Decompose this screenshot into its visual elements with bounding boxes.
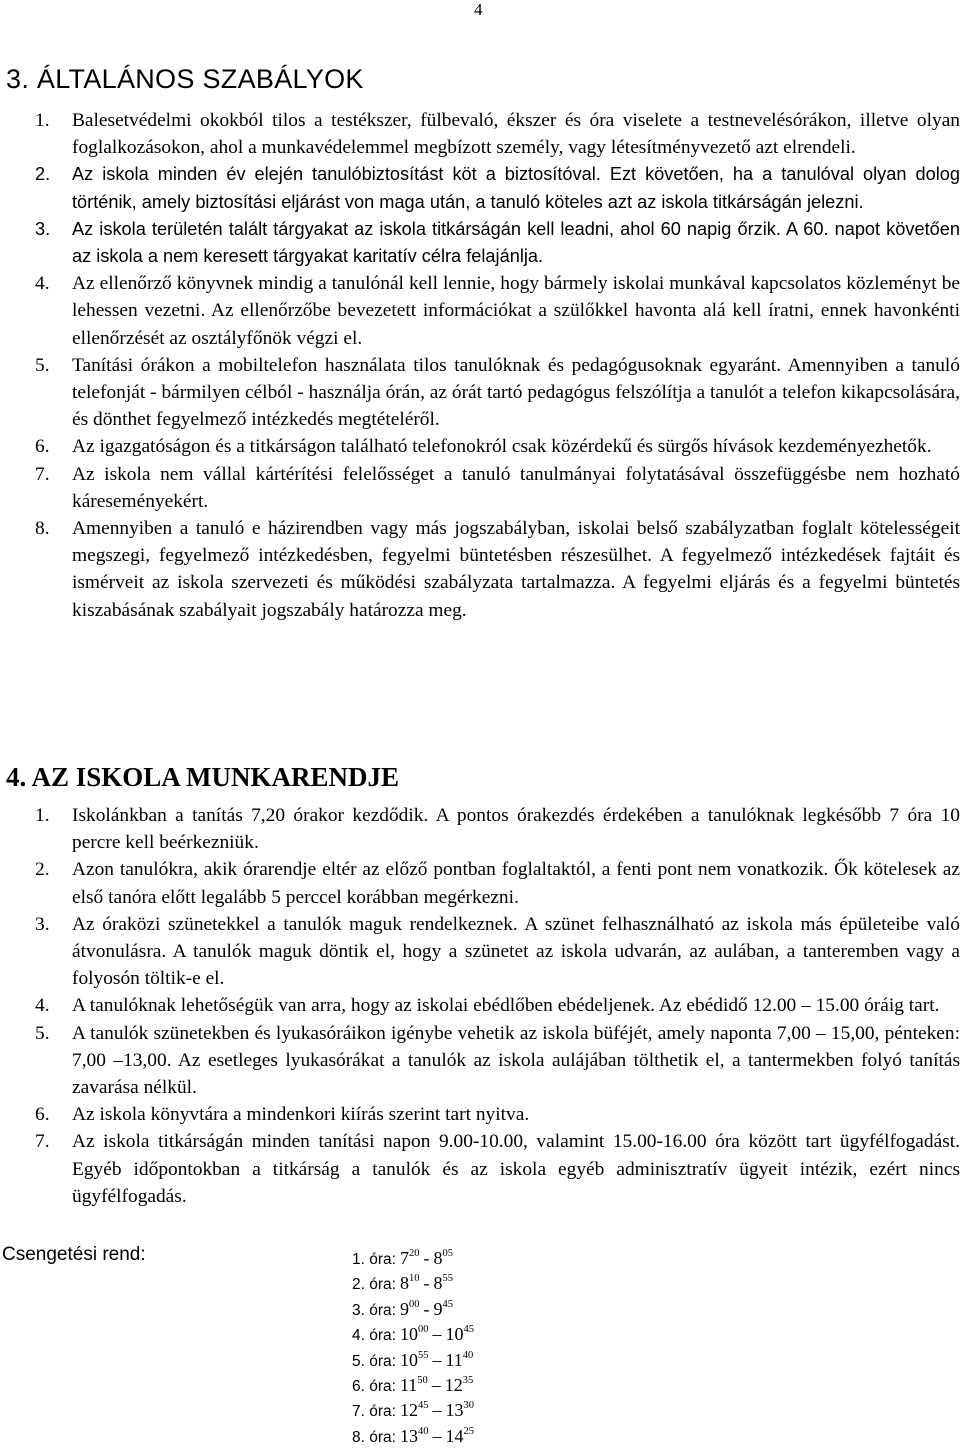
start-hour: 8 <box>399 1273 409 1293</box>
end-minute: 40 <box>462 1350 474 1361</box>
rule-item <box>0 107 960 161</box>
rule-number: 8. <box>35 518 50 540</box>
rule-text: Az iskola nem vállal kártérítési felelősséget a tanuló tanulmányai folytatásával összefüggésbe nem hozható káreseményekért. <box>72 463 960 512</box>
end-hour: 8 <box>433 1273 443 1293</box>
time-separator: - <box>423 1273 430 1293</box>
rule-item <box>0 352 960 434</box>
rule-number: 5. <box>35 354 50 376</box>
bell-schedule-label: Csengetési rend: <box>2 1244 146 1265</box>
start-minute: 50 <box>417 1375 428 1386</box>
start-minute: 55 <box>417 1350 429 1361</box>
schedule-item <box>0 992 960 1019</box>
start-minute: 20 <box>408 1248 420 1259</box>
rule-text: Az ellenőrző könyvnek mindig a tanulónál kell lennie, hogy bármely iskolai munkával kapcsolatos közleményt be lehessen vezetni. Az ellenőrzőbe bevezetett információkat a szülőkkel havonta alá kell íratni, ennek havonkénti ellenőrzését az osztályfőnök végzi el. <box>72 273 960 349</box>
end-hour: 14 <box>445 1426 464 1446</box>
section-3-title: 3. ÁLTALÁNOS SZABÁLYOK <box>6 64 364 94</box>
schedule-text: Iskolánkban a tanítás 7,20 órakor kezdődik. A pontos órakezdés érdekében a tanulóknak legkésőbb 7 óra 10 percre kell beérkezniük. <box>72 805 960 854</box>
school-schedule-list <box>0 802 960 1210</box>
end-minute: 45 <box>463 1324 474 1335</box>
schedule-number: 1. <box>35 805 50 826</box>
start-hour: 7 <box>399 1248 409 1268</box>
schedule-item <box>0 1020 960 1102</box>
rule-item <box>0 270 960 352</box>
section-4-title: 4. AZ ISKOLA MUNKARENDJE <box>6 762 400 792</box>
schedule-number: 3. <box>35 913 50 935</box>
time-separator: - <box>423 1248 430 1268</box>
end-hour: 12 <box>444 1375 463 1395</box>
lesson-label: 7. óra: <box>352 1403 396 1420</box>
rule-text: Amennyiben a tanuló e házirendben vagy más jogszabályban, iskolai belső szabályzatban foglalt kötelességeit megszegi, fegyelmező intézkedésben, fegyelmi büntetésben részesülhet. A fegyelmező intézkedések fajtáit és ismérveit az iskola szervezeti és működési szabályzata tartalmazza. A fegyelmi eljárás és a fegyelmi büntetés kiszabásának szabályait jogszabály határozza meg. <box>72 518 960 621</box>
bell-row <box>352 1375 473 1400</box>
lesson-label: 5. óra: <box>352 1353 396 1370</box>
schedule-number: 2. <box>35 859 50 881</box>
bell-row <box>352 1299 453 1324</box>
start-hour: 10 <box>399 1350 418 1370</box>
lesson-label: 6. óra: <box>352 1378 396 1395</box>
start-minute: 45 <box>417 1400 429 1411</box>
rule-text: Az igazgatóságon és a titkárságon található telefonokról csak közérdekű és sürgős hívások kezdeményezhetők. <box>72 436 932 458</box>
schedule-text: Az iskola könyvtára a mindenkori kiírás szerint tart nyitva. <box>72 1104 530 1126</box>
lesson-label: 2. óra: <box>352 1276 396 1293</box>
schedule-number: 5. <box>35 1022 50 1044</box>
end-hour: 10 <box>445 1324 464 1344</box>
schedule-item <box>0 1128 960 1210</box>
rule-number: 1. <box>35 110 50 131</box>
rule-text: Balesetvédelmi okokból tilos a testékszer, fülbevaló, ékszer és óra viselete a testnevelésórákon, illetve olyan foglalkozásokon, ahol a munkavédelemmel megbízott személy, vagy létesítményvezető azt elrendeli. <box>72 110 960 159</box>
rule-item <box>0 216 960 270</box>
rule-number: 3. <box>35 218 51 239</box>
time-separator: – <box>431 1375 441 1395</box>
end-minute: 35 <box>462 1375 474 1386</box>
rule-number: 4. <box>35 273 50 295</box>
start-hour: 9 <box>399 1299 409 1319</box>
bell-row <box>352 1426 474 1451</box>
start-hour: 12 <box>399 1400 418 1420</box>
schedule-item <box>0 911 960 993</box>
page-number: 4 <box>474 0 483 19</box>
rule-item <box>0 161 960 215</box>
bell-row <box>352 1324 474 1349</box>
time-separator: – <box>432 1426 442 1446</box>
lesson-label: 1. óra: <box>352 1251 396 1268</box>
rule-text: Az iskola minden év elején tanulóbiztosítást köt a biztosítóval. Ezt követően, ha a tanulóval olyan dolog történik, amely biztosítási eljárást von maga után, a tanuló köteles azt az iskola titkárságán jelezni. <box>72 164 960 212</box>
start-hour: 11 <box>399 1375 418 1395</box>
rule-item <box>0 515 960 624</box>
start-minute: 00 <box>417 1324 429 1335</box>
end-minute: 45 <box>442 1299 453 1310</box>
schedule-text: Azon tanulókra, akik órarendje eltér az előző pontban foglaltaktól, a fenti pont nem vonatkozik. Ők kötelesek az első tanóra előtt legalább 5 perccel korábban megérkezni. <box>72 859 960 908</box>
schedule-number: 4. <box>35 995 50 1017</box>
rule-text: Az iskola területén talált tárgyakat az iskola titkárságán kell leadni, ahol 60 napig őrzik. A 60. napot követően az iskola a nem keresett tárgyakat karitatív célra felajánlja. <box>72 218 960 267</box>
time-separator: – <box>432 1324 442 1344</box>
end-minute: 30 <box>463 1400 474 1411</box>
end-hour: 13 <box>445 1400 464 1420</box>
bell-row <box>352 1248 453 1273</box>
schedule-text: Az iskola titkárságán minden tanítási napon 9.00-10.00, valamint 15.00-16.00 óra között tart ügyfélfogadást. Egyéb időpontokban a titkárság a tanulók és az iskola egyéb adminisztratív ügyeit intézik, ezért nincs ügyfélfogadás. <box>72 1131 960 1207</box>
end-hour: 8 <box>433 1248 443 1268</box>
schedule-item <box>0 1101 960 1128</box>
end-minute: 25 <box>463 1426 474 1437</box>
end-minute: 55 <box>442 1273 453 1284</box>
time-separator: – <box>432 1400 442 1420</box>
bell-row <box>352 1273 453 1298</box>
lesson-label: 3. óra: <box>352 1302 396 1319</box>
rule-item <box>0 433 960 460</box>
lesson-label: 8. óra: <box>352 1429 396 1446</box>
rule-number: 2. <box>35 164 51 185</box>
end-minute: 05 <box>442 1248 453 1259</box>
bell-row <box>352 1400 474 1425</box>
general-rules-list <box>0 107 960 624</box>
rule-text: Tanítási órákon a mobiltelefon használata tilos tanulóknak és pedagógusoknak egyaránt. Amennyiben a tanuló telefonját - bármilyen célból - használja órán, az órát tartó pedagógus felszólítja a tanulót a telefon kikapcsolására, és dönthet fegyelmező intézkedés megtételéről. <box>72 354 960 431</box>
bell-row <box>352 1350 473 1375</box>
start-minute: 10 <box>408 1273 420 1284</box>
time-separator: - <box>423 1299 430 1319</box>
rule-number: 6. <box>35 436 50 458</box>
end-hour: 9 <box>433 1299 443 1319</box>
rule-item <box>0 461 960 515</box>
schedule-text: A tanulóknak lehetőségük van arra, hogy az iskolai ebédlőben ebédeljenek. Az ebédidő 12.00 – 15.00 óráig tart. <box>72 995 940 1017</box>
rule-number: 7. <box>35 463 50 485</box>
schedule-item <box>0 802 960 856</box>
schedule-text: A tanulók szünetekben és lyukasóráikon igénybe vehetik az iskola büféjét, amely naponta 7,00 – 15,00, pénteken: 7,00 –13,00. Az esetleges lyukasórákat a tanulók az iskola aulájában tölthetik el, a tantermekben folyó tanítás zavarása nélkül. <box>72 1022 960 1099</box>
start-hour: 13 <box>399 1426 418 1446</box>
start-minute: 40 <box>417 1426 429 1437</box>
start-hour: 10 <box>399 1324 418 1344</box>
schedule-item <box>0 856 960 910</box>
start-minute: 00 <box>408 1299 420 1310</box>
schedule-number: 7. <box>35 1131 50 1153</box>
schedule-number: 6. <box>35 1104 50 1126</box>
end-hour: 11 <box>445 1350 463 1370</box>
lesson-label: 4. óra: <box>352 1327 396 1344</box>
schedule-text: Az óraközi szünetekkel a tanulók maguk rendelkeznek. A szünet felhasználható az iskola más épületeibe való átvonulásra. A tanulók maguk döntik el, hogy a szünetet az iskola udvarán, az aulában, a tanteremben vagy a folyosón töltik-e el. <box>72 913 960 990</box>
time-separator: – <box>432 1350 442 1370</box>
